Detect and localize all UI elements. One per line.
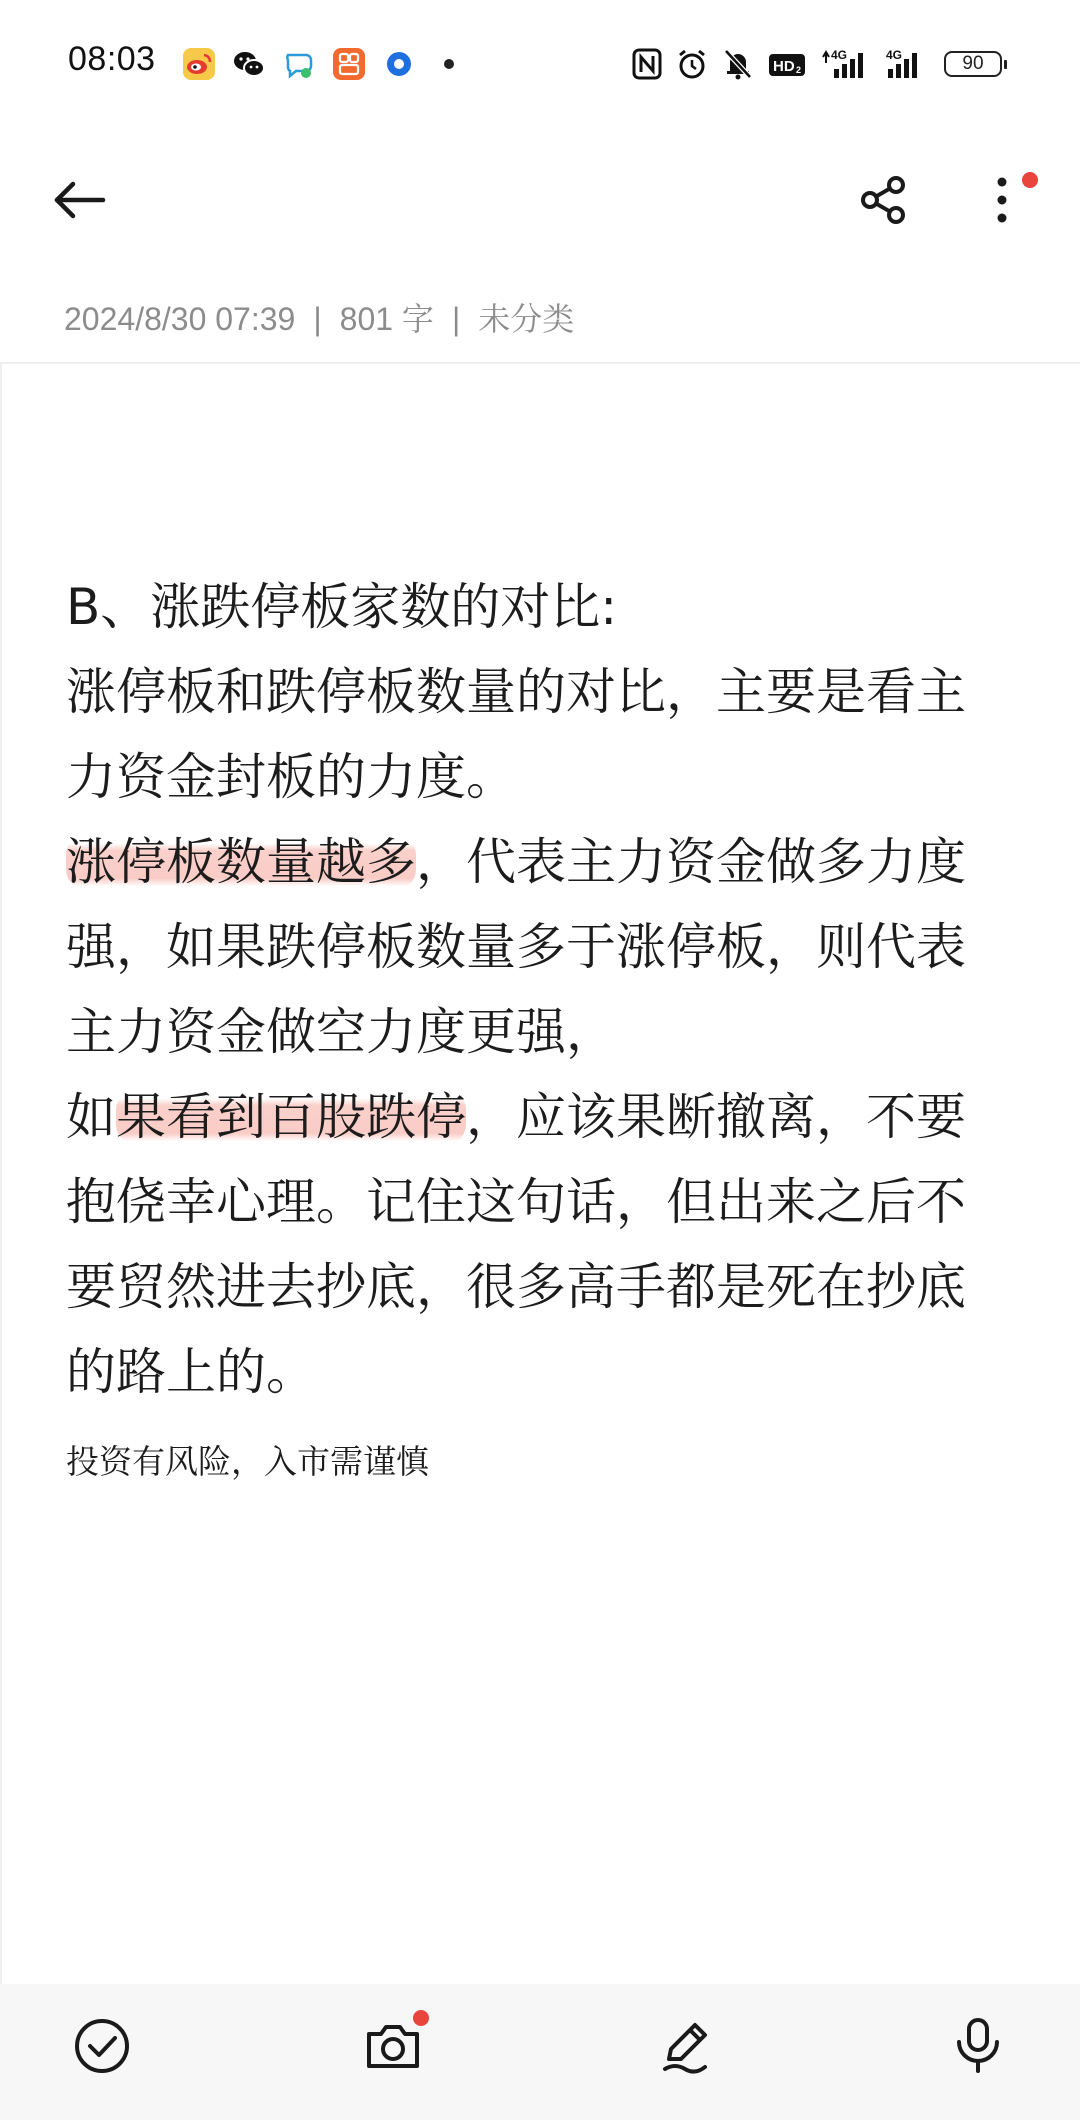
more-options-button[interactable] xyxy=(972,170,1032,230)
chat-bubble-icon xyxy=(282,47,316,81)
more-vertical-icon xyxy=(992,174,1012,226)
net-label-1: 4G xyxy=(831,48,848,62)
highlighted-text: 涨停板数量越多 xyxy=(66,833,416,891)
check-circle-icon xyxy=(73,2017,131,2075)
svg-text:HD: HD xyxy=(773,58,795,75)
notification-icons xyxy=(182,44,466,84)
camera-button[interactable] xyxy=(353,2006,433,2086)
note-paragraph-1: 涨停板和跌停板数量的对比，主要是看主力资金封板的力度。 xyxy=(66,663,966,806)
blue-circle-icon xyxy=(382,47,416,81)
bottom-toolbar xyxy=(0,1984,1080,2120)
status-bar xyxy=(0,0,1080,130)
hd-icon xyxy=(768,47,806,81)
status-time: 08:03 xyxy=(68,40,156,78)
note-paragraph-2 xyxy=(66,820,986,1075)
note-content[interactable] xyxy=(66,565,986,1415)
paragraph-text: 如 xyxy=(66,1088,116,1146)
paragraph-text: ，代表主力资金做多力度强，如果跌停板数量多于涨停板，则代表主力资金做空力度更强， xyxy=(66,833,966,1061)
battery-level: 90 xyxy=(962,53,984,74)
signal-4g-icon-2 xyxy=(884,47,930,81)
more-dot-icon xyxy=(432,47,466,81)
note-heading: B、涨跌停板家数的对比: xyxy=(66,578,618,636)
highlighted-text: 果看到百股跌停 xyxy=(116,1088,466,1146)
wechat-icon xyxy=(232,47,266,81)
note-datetime: 2024/8/30 07:39 xyxy=(64,301,296,337)
note-category[interactable]: 未分类 xyxy=(478,301,575,337)
risk-disclaimer: 投资有风险，入市需谨慎 xyxy=(66,1442,429,1481)
battery-indicator xyxy=(944,51,1002,77)
note-paragraph-3 xyxy=(66,1075,986,1415)
meta-separator: | xyxy=(313,301,322,337)
signal-4g-icon-1 xyxy=(820,47,870,81)
system-icons xyxy=(632,44,1002,84)
mute-bell-icon xyxy=(722,47,754,81)
note-app-bar xyxy=(0,150,1080,250)
voice-input-button[interactable] xyxy=(938,2006,1018,2086)
meta-divider xyxy=(0,362,1080,364)
checklist-button[interactable] xyxy=(62,2006,142,2086)
camera-badge-dot xyxy=(413,2010,429,2026)
meta-separator: | xyxy=(451,301,461,337)
update-badge-dot xyxy=(1022,172,1038,188)
app-grid-icon xyxy=(332,47,366,81)
back-button[interactable] xyxy=(50,170,110,230)
pen-icon xyxy=(657,2017,715,2075)
alarm-icon xyxy=(676,47,708,81)
content-edge-line xyxy=(0,364,2,1984)
camera-icon xyxy=(363,2018,423,2074)
handwriting-button[interactable] xyxy=(646,2006,726,2086)
microphone-icon xyxy=(952,2016,1004,2076)
note-meta xyxy=(64,294,574,340)
share-icon xyxy=(858,174,910,226)
svg-text:4G: 4G xyxy=(886,48,903,62)
weibo-icon xyxy=(182,47,216,81)
share-button[interactable] xyxy=(854,170,914,230)
note-word-count: 801 字 xyxy=(339,301,434,337)
nfc-icon xyxy=(632,47,662,81)
svg-text:2: 2 xyxy=(796,65,802,75)
paragraph-text: ，应该果断撤离，不要抱侥幸心理。记住这句话，但出来之后不要贸然进去抄底，很多高手都是死在抄底的路上的。 xyxy=(66,1088,966,1401)
back-arrow-icon xyxy=(53,180,107,220)
